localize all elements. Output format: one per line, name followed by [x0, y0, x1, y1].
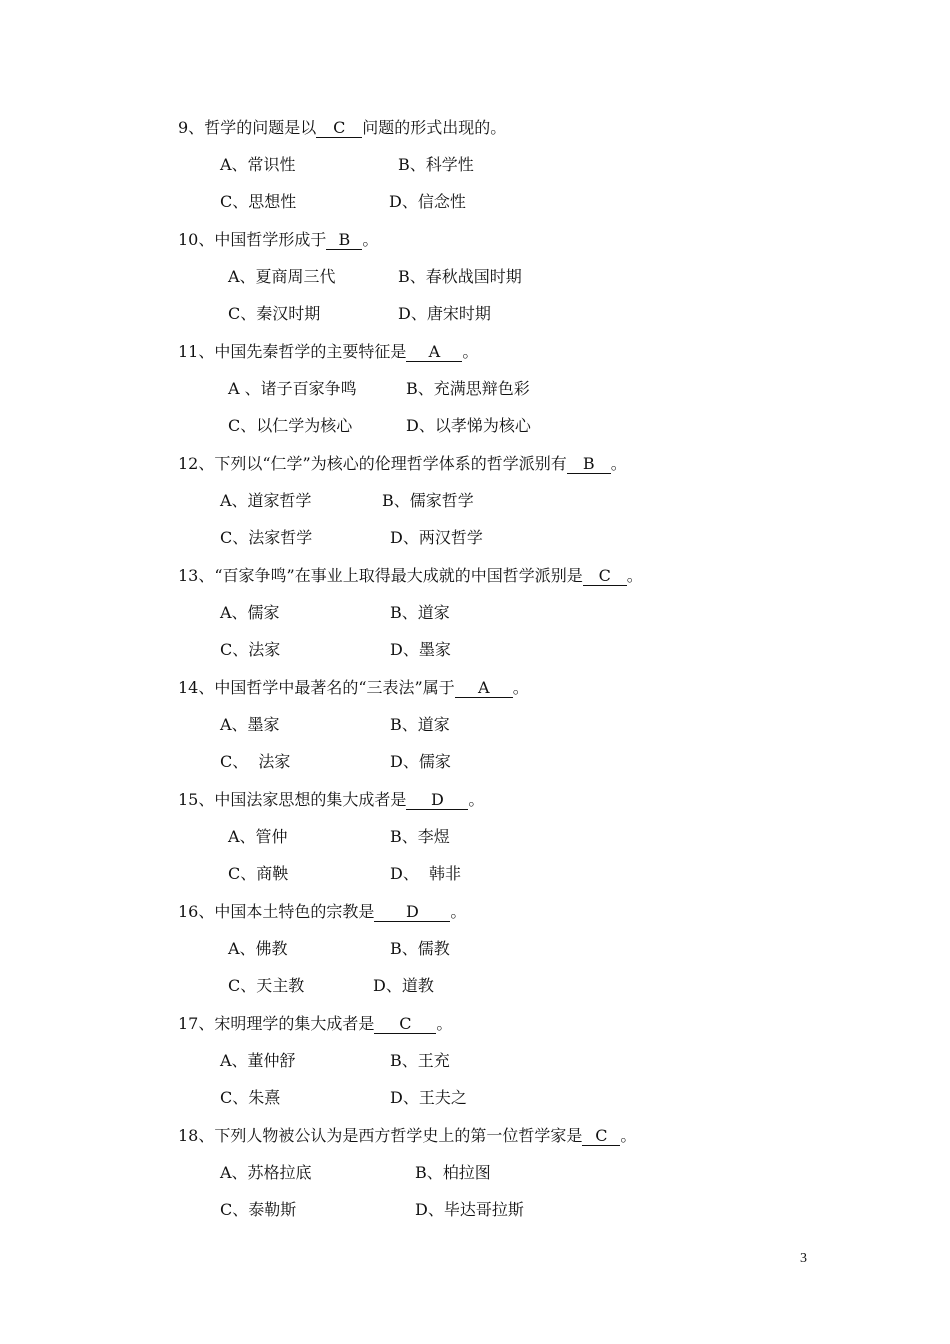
question-text: “百家争鸣”在事业上取得最大成就的中国哲学派别是: [214, 566, 583, 585]
option-a: A、管仲: [228, 827, 288, 846]
answer-blank: A: [455, 679, 513, 698]
question-text: 宋明理学的集大成者是: [214, 1014, 375, 1033]
option-d: D、毕达哥拉斯: [415, 1200, 524, 1219]
answer-blank: C: [583, 567, 627, 586]
question-17: [178, 1014, 452, 1034]
question-11: [178, 342, 478, 362]
question-number: 13、: [178, 566, 215, 585]
question-text: 中国先秦哲学的主要特征是: [214, 342, 407, 361]
question-text: 下列人物被公认为是西方哲学史上的第一位哲学家是: [214, 1126, 583, 1145]
question-10: [178, 230, 378, 250]
option-d: D、王夫之: [390, 1088, 467, 1107]
option-d: D、 韩非: [390, 864, 462, 883]
option-b: B、王充: [390, 1051, 450, 1070]
question-text: 中国哲学中最著名的“三表法”属于: [214, 678, 455, 697]
question-15: [178, 790, 484, 810]
question-18: [178, 1126, 636, 1146]
option-b: B、李煜: [390, 827, 450, 846]
question-number: 14、: [178, 678, 215, 697]
option-a: A、墨家: [220, 715, 280, 734]
option-c: C、泰勒斯: [220, 1200, 297, 1219]
option-b: B、儒教: [390, 939, 450, 958]
question-number: 17、: [178, 1014, 215, 1033]
answer-blank: A: [406, 343, 462, 362]
option-d: D、两汉哲学: [390, 528, 483, 547]
option-c: C、朱熹: [220, 1088, 281, 1107]
option-d: D、以孝悌为核心: [406, 416, 531, 435]
question-text: 中国哲学形成于: [214, 230, 327, 249]
question-text-end: 。: [620, 1126, 637, 1145]
question-9: [178, 118, 506, 138]
answer-blank: B: [567, 455, 611, 474]
question-text: 中国本土特色的宗教是: [214, 902, 375, 921]
question-text-end: 。: [436, 1014, 453, 1033]
option-a: A、夏商周三代: [228, 267, 336, 286]
question-number: 9、: [178, 118, 205, 137]
question-text-end: 问题的形式出现的。: [362, 118, 507, 137]
option-a: A、儒家: [220, 603, 280, 622]
option-d: D、道教: [373, 976, 434, 995]
option-b: B、科学性: [398, 155, 474, 174]
question-text: 中国法家思想的集大成者是: [214, 790, 407, 809]
answer-blank: C: [582, 1127, 620, 1146]
option-b: B、柏拉图: [415, 1163, 491, 1182]
option-a: A、苏格拉底: [220, 1163, 312, 1182]
option-a: A 、诸子百家争鸣: [228, 379, 357, 398]
option-c: C、思想性: [220, 192, 297, 211]
answer-blank: D: [374, 903, 450, 922]
option-b: B、儒家哲学: [382, 491, 474, 510]
question-text-end: 。: [626, 566, 643, 585]
question-number: 15、: [178, 790, 215, 809]
option-c: C、 法家: [220, 752, 291, 771]
option-b: B、春秋战国时期: [398, 267, 522, 286]
answer-blank: C: [316, 119, 362, 138]
option-c: C、以仁学为核心: [228, 416, 353, 435]
option-b: B、道家: [390, 603, 450, 622]
question-text: 哲学的问题是以: [204, 118, 317, 137]
page-number: 3: [800, 1251, 807, 1266]
answer-blank: C: [374, 1015, 436, 1034]
question-text-end: 。: [610, 454, 627, 473]
option-d: D、唐宋时期: [398, 304, 491, 323]
question-text-end: 。: [362, 230, 379, 249]
answer-blank: B: [326, 231, 362, 250]
option-b: B、道家: [390, 715, 450, 734]
question-number: 11、: [178, 342, 215, 361]
question-text-end: 。: [450, 902, 467, 921]
option-c: C、秦汉时期: [228, 304, 321, 323]
question-13: [178, 566, 643, 586]
option-d: D、墨家: [390, 640, 451, 659]
question-text: 下列以“仁学”为核心的伦理哲学体系的哲学派别有: [214, 454, 567, 473]
option-a: A、董仲舒: [220, 1051, 296, 1070]
option-a: A、道家哲学: [220, 491, 312, 510]
question-12: [178, 454, 627, 474]
option-c: C、法家哲学: [220, 528, 313, 547]
question-14: [178, 678, 529, 698]
option-c: C、商鞅: [228, 864, 289, 883]
question-text-end: 。: [468, 790, 485, 809]
question-number: 18、: [178, 1126, 215, 1145]
answer-blank: D: [406, 791, 468, 810]
option-c: C、天主教: [228, 976, 305, 995]
option-a: A、常识性: [220, 155, 296, 174]
question-text-end: 。: [462, 342, 479, 361]
question-text-end: 。: [512, 678, 529, 697]
option-d: D、信念性: [389, 192, 466, 211]
option-a: A、佛教: [228, 939, 288, 958]
question-16: [178, 902, 466, 922]
option-d: D、儒家: [390, 752, 451, 771]
question-number: 16、: [178, 902, 215, 921]
option-c: C、法家: [220, 640, 281, 659]
question-number: 12、: [178, 454, 215, 473]
option-b: B、充满思辩色彩: [406, 379, 530, 398]
question-number: 10、: [178, 230, 215, 249]
